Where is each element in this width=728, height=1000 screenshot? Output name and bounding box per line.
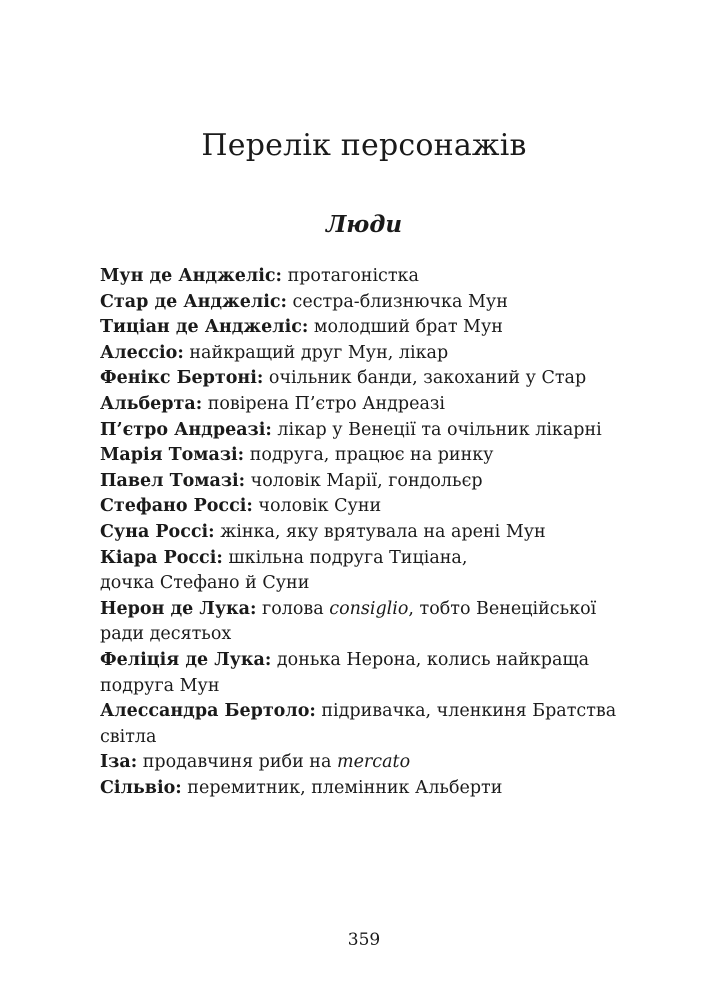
character-name: Алессандра Бертоло: [100, 701, 316, 722]
list-item [100, 392, 640, 418]
character-name: Фенікс Бертоні: [100, 368, 264, 389]
character-description: молодший брат Мун [308, 317, 503, 338]
section-heading: Люди [325, 211, 403, 238]
character-description: повірена П’єтро Андреазі [202, 393, 446, 414]
character-name: Сільвіо: [100, 777, 182, 798]
character-list [100, 264, 640, 801]
character-name: Тиціан де Анджеліс: [100, 317, 309, 338]
character-description: голова [256, 598, 330, 619]
character-description: підривачка, членкиня Братства [315, 701, 617, 722]
character-name: Суна Россі: [100, 521, 215, 542]
character-name: Марія Томазі: [100, 445, 245, 466]
character-description: перемитник, племінник Альберти [181, 777, 503, 798]
list-item [100, 418, 640, 444]
list-item [100, 648, 640, 699]
page-number: 359 [347, 930, 381, 950]
list-item [100, 750, 640, 776]
character-name: Альберта: [100, 393, 203, 414]
character-description: сестра-близнючка Мун [286, 291, 508, 312]
character-description: протагоністка [282, 266, 419, 286]
character-name: Стефано Россі: [100, 496, 253, 517]
character-name: Феліція де Лука: [100, 649, 272, 670]
list-item [100, 597, 640, 648]
character-name: П’єтро Андреазі: [100, 419, 272, 440]
character-description-continued: світла [100, 726, 157, 747]
list-item [100, 366, 640, 392]
character-description: найкращий друг Мун, лікар [183, 342, 449, 363]
page-title: Перелік персонажів [201, 128, 527, 163]
character-description-continued: ради десятьох [100, 624, 232, 645]
italic-term: consiglio [329, 598, 409, 619]
character-description: лікар у Венеції та очільник лікарні [271, 419, 602, 440]
list-item [100, 290, 640, 316]
character-description: шкільна подруга Тиціана, [222, 547, 468, 568]
list-item [100, 264, 640, 290]
character-name: Стар де Анджеліс: [100, 291, 287, 312]
character-description: жінка, яку врятувала на арені Мун [214, 521, 546, 542]
character-description: подруга, працює на ринку [244, 445, 494, 466]
character-name: Павел Томазі: [100, 470, 246, 491]
list-item [100, 469, 640, 495]
list-item [100, 546, 640, 597]
list-item [100, 776, 640, 802]
list-item [100, 699, 640, 750]
character-description: , тобто Венеційської [408, 598, 597, 619]
character-name: Нерон де Лука: [100, 598, 257, 619]
character-description: продавчиня риби на [137, 752, 337, 773]
character-name: Кіара Россі: [100, 547, 223, 568]
character-description-continued: дочка Стефано й Суни [100, 573, 310, 594]
character-description: чоловік Марії, гондольєр [245, 470, 483, 491]
italic-term: mercato [336, 752, 411, 773]
character-name: Іза: [100, 752, 138, 773]
character-description-continued: подруга Мун [100, 675, 220, 696]
character-name: Алессіо: [100, 342, 184, 363]
list-item [100, 341, 640, 367]
character-description: очільник банди, закоханий у Стар [263, 368, 587, 389]
character-name: Мун де Анджеліс: [100, 266, 282, 286]
list-item [100, 443, 640, 469]
list-item [100, 520, 640, 546]
list-item [100, 494, 640, 520]
character-description: донька Нерона, колись найкраща [271, 649, 590, 670]
list-item [100, 315, 640, 341]
character-description: чоловік Суни [252, 496, 382, 517]
